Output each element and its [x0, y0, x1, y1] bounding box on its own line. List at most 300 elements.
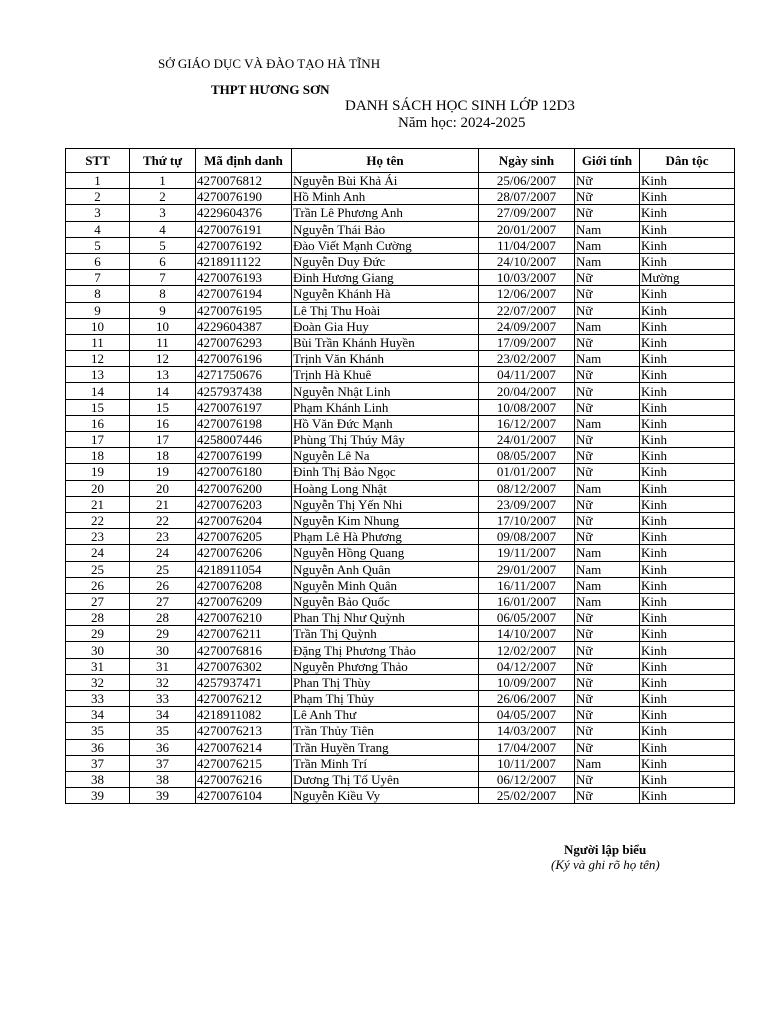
table-row [66, 448, 735, 464]
ethnicity-cell: Kinh [640, 448, 735, 464]
order-cell: 20 [130, 480, 196, 496]
id-cell: 4229604387 [196, 318, 292, 334]
gender-cell: Nam [575, 577, 640, 593]
birthdate-cell: 25/02/2007 [479, 788, 575, 804]
birthdate-cell: 01/01/2007 [479, 464, 575, 480]
stt-cell: 21 [66, 496, 130, 512]
gender-cell: Nữ [575, 173, 640, 189]
id-cell: 4270076812 [196, 173, 292, 189]
name-cell: Nguyễn Kim Nhung [292, 512, 479, 528]
ethnicity-cell: Kinh [640, 723, 735, 739]
stt-cell: 11 [66, 334, 130, 350]
stt-cell: 15 [66, 399, 130, 415]
name-cell: Trần Lê Phương Anh [292, 205, 479, 221]
stt-cell: 36 [66, 739, 130, 755]
column-header-stt: STT [66, 149, 130, 173]
id-cell: 4270076104 [196, 788, 292, 804]
table-row [66, 529, 735, 545]
table-row [66, 302, 735, 318]
gender-cell: Nữ [575, 529, 640, 545]
order-cell: 8 [130, 286, 196, 302]
id-cell: 4270076194 [196, 286, 292, 302]
stt-cell: 9 [66, 302, 130, 318]
order-cell: 6 [130, 253, 196, 269]
gender-cell: Nam [575, 253, 640, 269]
id-cell: 4270076302 [196, 658, 292, 674]
stt-cell: 4 [66, 221, 130, 237]
stt-cell: 27 [66, 593, 130, 609]
birthdate-cell: 17/10/2007 [479, 512, 575, 528]
birthdate-cell: 24/01/2007 [479, 432, 575, 448]
ethnicity-cell: Kinh [640, 221, 735, 237]
gender-cell: Nữ [575, 432, 640, 448]
gender-cell: Nữ [575, 286, 640, 302]
stt-cell: 38 [66, 771, 130, 787]
ethnicity-cell: Kinh [640, 367, 735, 383]
id-cell: 4270076198 [196, 415, 292, 431]
order-cell: 17 [130, 432, 196, 448]
birthdate-cell: 17/04/2007 [479, 739, 575, 755]
ethnicity-cell: Kinh [640, 739, 735, 755]
id-cell: 4270076204 [196, 512, 292, 528]
school-name: THPT HƯƠNG SƠN [211, 82, 330, 97]
name-cell: Nguyễn Anh Quân [292, 561, 479, 577]
ethnicity-cell: Kinh [640, 173, 735, 189]
id-cell: 4270076191 [196, 221, 292, 237]
name-cell: Lê Anh Thư [292, 707, 479, 723]
ethnicity-cell: Kinh [640, 512, 735, 528]
birthdate-cell: 28/07/2007 [479, 189, 575, 205]
gender-cell: Nữ [575, 658, 640, 674]
name-cell: Nguyễn Khánh Hà [292, 286, 479, 302]
birthdate-cell: 22/07/2007 [479, 302, 575, 318]
order-cell: 36 [130, 739, 196, 755]
stt-cell: 22 [66, 512, 130, 528]
name-cell: Nguyễn Thái Bảo [292, 221, 479, 237]
order-cell: 19 [130, 464, 196, 480]
name-cell: Hoàng Long Nhật [292, 480, 479, 496]
name-cell: Nguyễn Nhật Linh [292, 383, 479, 399]
birthdate-cell: 24/10/2007 [479, 253, 575, 269]
gender-cell: Nam [575, 561, 640, 577]
ethnicity-cell: Kinh [640, 286, 735, 302]
order-cell: 33 [130, 691, 196, 707]
name-cell: Nguyễn Bảo Quốc [292, 593, 479, 609]
birthdate-cell: 10/08/2007 [479, 399, 575, 415]
stt-cell: 24 [66, 545, 130, 561]
stt-cell: 10 [66, 318, 130, 334]
id-cell: 4270076214 [196, 739, 292, 755]
gender-cell: Nữ [575, 270, 640, 286]
table-row [66, 545, 735, 561]
id-cell: 4218911082 [196, 707, 292, 723]
gender-cell: Nữ [575, 383, 640, 399]
stt-cell: 29 [66, 626, 130, 642]
order-cell: 1 [130, 173, 196, 189]
name-cell: Phạm Khánh Linh [292, 399, 479, 415]
id-cell: 4270076205 [196, 529, 292, 545]
table-row [66, 626, 735, 642]
table-row [66, 771, 735, 787]
table-row [66, 205, 735, 221]
name-cell: Phùng Thị Thúy Mây [292, 432, 479, 448]
id-cell: 4270076180 [196, 464, 292, 480]
birthdate-cell: 16/01/2007 [479, 593, 575, 609]
table-row [66, 610, 735, 626]
ethnicity-cell: Kinh [640, 626, 735, 642]
table-row [66, 642, 735, 658]
birthdate-cell: 14/10/2007 [479, 626, 575, 642]
table-row [66, 334, 735, 350]
order-cell: 10 [130, 318, 196, 334]
gender-cell: Nữ [575, 302, 640, 318]
gender-cell: Nữ [575, 464, 640, 480]
stt-cell: 17 [66, 432, 130, 448]
stt-cell: 25 [66, 561, 130, 577]
ethnicity-cell: Kinh [640, 334, 735, 350]
order-cell: 29 [130, 626, 196, 642]
birthdate-cell: 08/12/2007 [479, 480, 575, 496]
order-cell: 23 [130, 529, 196, 545]
table-row [66, 723, 735, 739]
birthdate-cell: 10/11/2007 [479, 755, 575, 771]
birthdate-cell: 06/05/2007 [479, 610, 575, 626]
table-row [66, 464, 735, 480]
gender-cell: Nữ [575, 626, 640, 642]
name-cell: Phan Thị Như Quỳnh [292, 610, 479, 626]
stt-cell: 8 [66, 286, 130, 302]
stt-cell: 7 [66, 270, 130, 286]
table-row [66, 367, 735, 383]
stt-cell: 31 [66, 658, 130, 674]
ethnicity-cell: Kinh [640, 399, 735, 415]
id-cell: 4270076212 [196, 691, 292, 707]
id-cell: 4258007446 [196, 432, 292, 448]
stt-cell: 32 [66, 674, 130, 690]
stt-cell: 12 [66, 351, 130, 367]
ethnicity-cell: Kinh [640, 674, 735, 690]
gender-cell: Nam [575, 237, 640, 253]
name-cell: Trịnh Văn Khánh [292, 351, 479, 367]
name-cell: Trần Thủy Tiên [292, 723, 479, 739]
order-cell: 38 [130, 771, 196, 787]
birthdate-cell: 14/03/2007 [479, 723, 575, 739]
table-row [66, 318, 735, 334]
gender-cell: Nữ [575, 448, 640, 464]
name-cell: Nguyễn Lê Na [292, 448, 479, 464]
ethnicity-cell: Kinh [640, 432, 735, 448]
order-cell: 15 [130, 399, 196, 415]
table-row [66, 593, 735, 609]
school-year: Năm học: 2024-2025 [398, 115, 526, 131]
birthdate-cell: 10/03/2007 [479, 270, 575, 286]
table-row [66, 221, 735, 237]
ethnicity-cell: Mường [640, 270, 735, 286]
student-table [65, 148, 735, 804]
order-cell: 4 [130, 221, 196, 237]
id-cell: 4270076211 [196, 626, 292, 642]
stt-cell: 5 [66, 237, 130, 253]
gender-cell: Nữ [575, 739, 640, 755]
table-row [66, 480, 735, 496]
gender-cell: Nữ [575, 205, 640, 221]
signature-note: (Ký và ghi rõ họ tên) [551, 857, 660, 872]
column-header-id: Mã định danh [196, 149, 292, 173]
column-header-birthdate: Ngày sinh [479, 149, 575, 173]
birthdate-cell: 19/11/2007 [479, 545, 575, 561]
stt-cell: 33 [66, 691, 130, 707]
ethnicity-cell: Kinh [640, 480, 735, 496]
table-row [66, 577, 735, 593]
table-row [66, 415, 735, 431]
id-cell: 4270076195 [196, 302, 292, 318]
id-cell: 4270076190 [196, 189, 292, 205]
id-cell: 4270076196 [196, 351, 292, 367]
gender-cell: Nam [575, 318, 640, 334]
table-row [66, 351, 735, 367]
name-cell: Đinh Hương Giang [292, 270, 479, 286]
stt-cell: 3 [66, 205, 130, 221]
id-cell: 4270076213 [196, 723, 292, 739]
name-cell: Trần Thị Quỳnh [292, 626, 479, 642]
department-name: SỞ GIÁO DỤC VÀ ĐÀO TẠO HÀ TĨNH [158, 56, 381, 71]
birthdate-cell: 12/06/2007 [479, 286, 575, 302]
ethnicity-cell: Kinh [640, 545, 735, 561]
stt-cell: 26 [66, 577, 130, 593]
birthdate-cell: 16/12/2007 [479, 415, 575, 431]
birthdate-cell: 04/05/2007 [479, 707, 575, 723]
gender-cell: Nữ [575, 334, 640, 350]
table-row [66, 399, 735, 415]
ethnicity-cell: Kinh [640, 707, 735, 723]
table-row [66, 270, 735, 286]
name-cell: Trần Huyền Trang [292, 739, 479, 755]
stt-cell: 28 [66, 610, 130, 626]
id-cell: 4271750676 [196, 367, 292, 383]
name-cell: Phan Thị Thùy [292, 674, 479, 690]
order-cell: 25 [130, 561, 196, 577]
name-cell: Hồ Văn Đức Mạnh [292, 415, 479, 431]
stt-cell: 34 [66, 707, 130, 723]
table-row [66, 173, 735, 189]
birthdate-cell: 16/11/2007 [479, 577, 575, 593]
order-cell: 13 [130, 367, 196, 383]
stt-cell: 2 [66, 189, 130, 205]
order-cell: 31 [130, 658, 196, 674]
id-cell: 4270076192 [196, 237, 292, 253]
ethnicity-cell: Kinh [640, 302, 735, 318]
name-cell: Trịnh Hà Khuê [292, 367, 479, 383]
table-row [66, 707, 735, 723]
id-cell: 4270076215 [196, 755, 292, 771]
gender-cell: Nữ [575, 189, 640, 205]
ethnicity-cell: Kinh [640, 383, 735, 399]
stt-cell: 20 [66, 480, 130, 496]
birthdate-cell: 25/06/2007 [479, 173, 575, 189]
ethnicity-cell: Kinh [640, 610, 735, 626]
table-row [66, 691, 735, 707]
table-row [66, 286, 735, 302]
birthdate-cell: 10/09/2007 [479, 674, 575, 690]
birthdate-cell: 17/09/2007 [479, 334, 575, 350]
id-cell: 4257937471 [196, 674, 292, 690]
id-cell: 4218911122 [196, 253, 292, 269]
order-cell: 39 [130, 788, 196, 804]
table-row [66, 237, 735, 253]
gender-cell: Nam [575, 593, 640, 609]
page-title: DANH SÁCH HỌC SINH LỚP 12D3 [345, 98, 575, 114]
table-row [66, 561, 735, 577]
ethnicity-cell: Kinh [640, 561, 735, 577]
id-cell: 4229604376 [196, 205, 292, 221]
ethnicity-cell: Kinh [640, 529, 735, 545]
ethnicity-cell: Kinh [640, 189, 735, 205]
birthdate-cell: 23/02/2007 [479, 351, 575, 367]
id-cell: 4257937438 [196, 383, 292, 399]
name-cell: Đào Viết Mạnh Cường [292, 237, 479, 253]
stt-cell: 37 [66, 755, 130, 771]
stt-cell: 6 [66, 253, 130, 269]
birthdate-cell: 20/04/2007 [479, 383, 575, 399]
gender-cell: Nữ [575, 771, 640, 787]
ethnicity-cell: Kinh [640, 691, 735, 707]
order-cell: 9 [130, 302, 196, 318]
ethnicity-cell: Kinh [640, 237, 735, 253]
name-cell: Lê Thị Thu Hoài [292, 302, 479, 318]
birthdate-cell: 12/02/2007 [479, 642, 575, 658]
gender-cell: Nam [575, 755, 640, 771]
id-cell: 4270076210 [196, 610, 292, 626]
table-row [66, 253, 735, 269]
order-cell: 28 [130, 610, 196, 626]
name-cell: Đinh Thị Bảo Ngọc [292, 464, 479, 480]
gender-cell: Nữ [575, 512, 640, 528]
gender-cell: Nam [575, 221, 640, 237]
order-cell: 22 [130, 512, 196, 528]
birthdate-cell: 20/01/2007 [479, 221, 575, 237]
birthdate-cell: 06/12/2007 [479, 771, 575, 787]
order-cell: 11 [130, 334, 196, 350]
gender-cell: Nữ [575, 642, 640, 658]
order-cell: 34 [130, 707, 196, 723]
birthdate-cell: 04/12/2007 [479, 658, 575, 674]
gender-cell: Nam [575, 480, 640, 496]
column-header-name: Họ tên [292, 149, 479, 173]
table-row [66, 658, 735, 674]
gender-cell: Nữ [575, 610, 640, 626]
id-cell: 4270076203 [196, 496, 292, 512]
id-cell: 4270076206 [196, 545, 292, 561]
ethnicity-cell: Kinh [640, 415, 735, 431]
order-cell: 5 [130, 237, 196, 253]
ethnicity-cell: Kinh [640, 658, 735, 674]
id-cell: 4218911054 [196, 561, 292, 577]
name-cell: Nguyễn Bùi Khả Ái [292, 173, 479, 189]
ethnicity-cell: Kinh [640, 788, 735, 804]
order-cell: 7 [130, 270, 196, 286]
order-cell: 12 [130, 351, 196, 367]
gender-cell: Nam [575, 545, 640, 561]
name-cell: Dương Thị Tố Uyên [292, 771, 479, 787]
gender-cell: Nữ [575, 399, 640, 415]
id-cell: 4270076199 [196, 448, 292, 464]
ethnicity-cell: Kinh [640, 205, 735, 221]
order-cell: 24 [130, 545, 196, 561]
column-header-order: Thứ tự [130, 149, 196, 173]
table-row [66, 755, 735, 771]
name-cell: Nguyễn Minh Quân [292, 577, 479, 593]
name-cell: Trần Minh Trí [292, 755, 479, 771]
name-cell: Nguyễn Phương Thảo [292, 658, 479, 674]
order-cell: 18 [130, 448, 196, 464]
column-header-gender: Giới tính [575, 149, 640, 173]
name-cell: Nguyễn Kiều Vy [292, 788, 479, 804]
table-row [66, 788, 735, 804]
table-row [66, 383, 735, 399]
stt-cell: 14 [66, 383, 130, 399]
name-cell: Hồ Minh Anh [292, 189, 479, 205]
gender-cell: Nữ [575, 788, 640, 804]
stt-cell: 19 [66, 464, 130, 480]
table-row [66, 496, 735, 512]
gender-cell: Nữ [575, 691, 640, 707]
ethnicity-cell: Kinh [640, 464, 735, 480]
name-cell: Nguyễn Thị Yến Nhi [292, 496, 479, 512]
birthdate-cell: 24/09/2007 [479, 318, 575, 334]
id-cell: 4270076216 [196, 771, 292, 787]
order-cell: 21 [130, 496, 196, 512]
ethnicity-cell: Kinh [640, 351, 735, 367]
gender-cell: Nữ [575, 367, 640, 383]
name-cell: Phạm Thị Thủy [292, 691, 479, 707]
order-cell: 35 [130, 723, 196, 739]
id-cell: 4270076208 [196, 577, 292, 593]
gender-cell: Nam [575, 415, 640, 431]
stt-cell: 1 [66, 173, 130, 189]
gender-cell: Nam [575, 351, 640, 367]
birthdate-cell: 04/11/2007 [479, 367, 575, 383]
gender-cell: Nữ [575, 496, 640, 512]
stt-cell: 35 [66, 723, 130, 739]
table-row [66, 674, 735, 690]
ethnicity-cell: Kinh [640, 577, 735, 593]
order-cell: 30 [130, 642, 196, 658]
stt-cell: 16 [66, 415, 130, 431]
ethnicity-cell: Kinh [640, 496, 735, 512]
stt-cell: 30 [66, 642, 130, 658]
birthdate-cell: 11/04/2007 [479, 237, 575, 253]
ethnicity-cell: Kinh [640, 771, 735, 787]
order-cell: 2 [130, 189, 196, 205]
name-cell: Bùi Trần Khánh Huyền [292, 334, 479, 350]
name-cell: Nguyễn Duy Đức [292, 253, 479, 269]
birthdate-cell: 23/09/2007 [479, 496, 575, 512]
birthdate-cell: 27/09/2007 [479, 205, 575, 221]
birthdate-cell: 26/06/2007 [479, 691, 575, 707]
id-cell: 4270076293 [196, 334, 292, 350]
stt-cell: 18 [66, 448, 130, 464]
order-cell: 26 [130, 577, 196, 593]
table-header-row [66, 149, 735, 173]
ethnicity-cell: Kinh [640, 318, 735, 334]
name-cell: Đặng Thị Phương Thảo [292, 642, 479, 658]
table-row [66, 432, 735, 448]
signer-title: Người lập biểu [564, 842, 647, 857]
ethnicity-cell: Kinh [640, 642, 735, 658]
table-row [66, 189, 735, 205]
gender-cell: Nữ [575, 707, 640, 723]
stt-cell: 13 [66, 367, 130, 383]
